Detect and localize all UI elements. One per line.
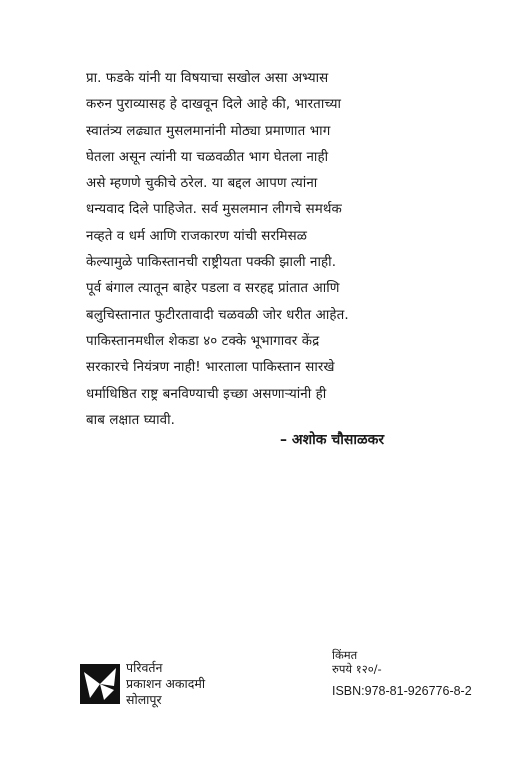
price-block <box>332 648 382 676</box>
blurb-line: प्रा. फडके यांनी या विषयाचा सखोल असा अभ्यास <box>86 71 329 86</box>
blurb-line: पूर्व बंगाल त्यातून बाहेर पडला व सरहद्द प्रांतात आणि <box>86 281 340 297</box>
blurb-line: धर्माधिष्ठित राष्ट्र बनविण्याची इच्छा असणाऱ्यांनी ही <box>86 386 327 402</box>
blurb-line: करुन पुराव्यासह हे दाखवून दिले आहे की, भारताच्या <box>86 97 342 113</box>
blurb-line: केल्यामुळे पाकिस्तानची राष्ट्रीयता पक्की झाली नाही. <box>86 255 337 271</box>
publisher-name <box>126 660 205 708</box>
author-signature: – अशोक चौसाळकर <box>280 432 385 448</box>
publisher-line: परिवर्तन <box>126 660 163 675</box>
publisher-block <box>80 660 205 708</box>
publisher-line: सोलापूर <box>126 692 162 707</box>
blurb-line: पाकिस्तानमधील शेकडा ४० टक्के भूभागावर केंद्र <box>86 333 320 349</box>
blurb-text <box>86 66 446 434</box>
blurb-line: घेतला असून त्यांनी या चळवळीत भाग घेतला नाही <box>86 149 329 165</box>
price-label: किंमत <box>332 648 358 662</box>
blurb-line: बलुचिस्तानात फुटीरतावादी चळवळी जोर धरीत आहेत. <box>86 307 349 323</box>
blurb-line: स्वातंत्र्य लढ्यात मुसलमानांनी मोठ्या प्रमाणात भाग <box>86 123 331 139</box>
blurb-line: धन्यवाद दिले पाहिजेत. सर्व मुसलमान लीगचे समर्थक <box>86 202 342 218</box>
star-bird-icon <box>80 664 120 704</box>
price-value: रुपये १२०/- <box>332 662 382 676</box>
publisher-line: प्रकाशन अकादमी <box>126 676 206 691</box>
blurb-line: नव्हते व धर्म आणि राजकारण यांची सरमिसळ <box>86 228 308 244</box>
isbn: ISBN:978-81-926776-8-2 <box>332 684 472 698</box>
blurb-line: सरकारचे नियंत्रण नाही! भारताला पाकिस्तान सारखे <box>86 360 335 376</box>
blurb-line: असे म्हणणे चुकीचे ठरेल. या बद्दल आपण त्यांना <box>86 176 318 192</box>
blurb-line: बाब लक्षात घ्यावी. <box>86 412 176 428</box>
